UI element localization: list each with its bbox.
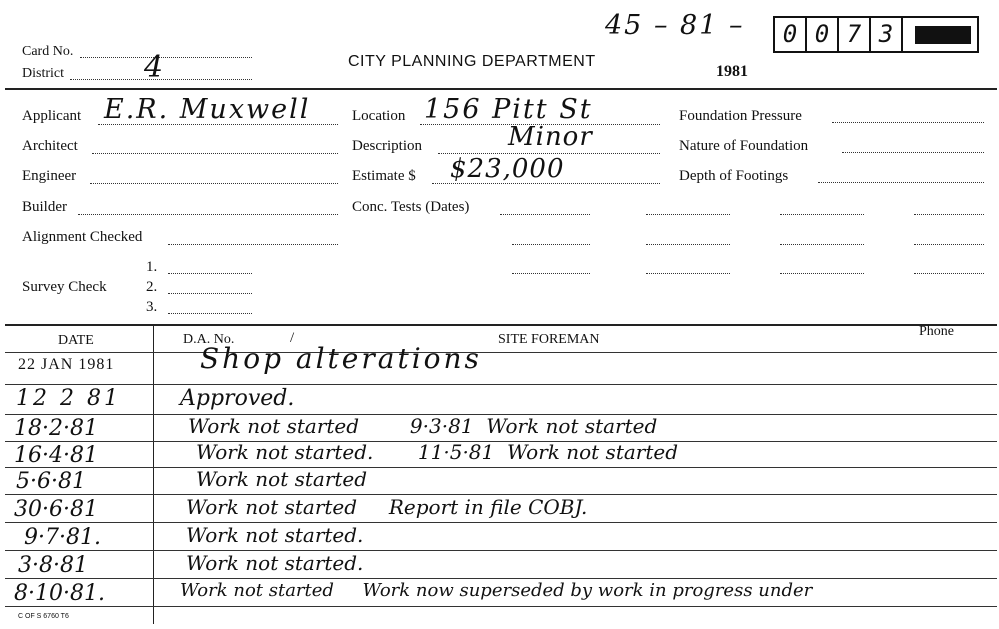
district-value: 4 [144,50,164,85]
log-date: 18·2·81 [14,416,98,441]
builder-label: Builder [22,199,67,215]
conc-line [780,273,864,274]
log-date: 8·10·81. [14,581,105,606]
survey-num: 1. [146,259,158,275]
architect-label: Architect [22,138,78,154]
nature-line [842,152,984,153]
engineer-line [90,183,338,184]
card-digit: 0 [773,16,805,53]
row-rule [5,467,997,468]
row-rule [5,578,997,579]
log-date: 30·6·81 [14,497,98,522]
row-rule [5,550,997,551]
conc-line [780,244,864,245]
architect-line [92,153,338,154]
date-column-divider [153,324,154,624]
survey-num: 2. [146,279,158,295]
log-note: Work not started Report in file COBJ. [186,495,588,519]
conc-line [780,214,864,215]
date-header: DATE [58,333,94,348]
foundation-pressure-line [832,122,984,123]
department-title: CITY PLANNING DEPARTMENT [348,53,596,70]
survey-num: 3. [146,299,158,315]
conc-line [646,244,730,245]
card-no-line [80,57,252,58]
applicant-label: Applicant [22,108,82,124]
card-digit: 7 [837,16,869,53]
card-digit: 0 [805,16,837,53]
location-label: Location [352,108,406,124]
phone-header: Phone [919,324,954,339]
row-rule [5,352,997,353]
log-note: Approved. [180,386,295,411]
description-label: Description [352,138,422,154]
conc-line [646,214,730,215]
conc-line [914,214,984,215]
year: 1981 [716,63,748,80]
log-note: Work not started. [186,523,364,547]
conc-line [914,273,984,274]
location-value: 156 Pitt St [424,94,593,125]
log-note: Work not started. 11·5·81 Work not started [196,440,679,464]
estimate-label: Estimate $ [352,168,416,184]
row-rule [5,384,997,385]
survey-line-2 [168,293,252,294]
nature-label: Nature of Foundation [679,138,809,154]
foreman-header: SITE FOREMAN [498,332,600,347]
log-date: 22 JAN 1981 [18,356,115,373]
conc-line [512,244,590,245]
conc-line [646,273,730,274]
log-date: 9·7·81. [24,525,101,550]
log-note: Work not started 9·3·81 Work not started [188,414,658,438]
log-note: Work not started [196,467,368,491]
conc-line [500,214,590,215]
estimate-value: $23,000 [450,154,565,184]
conc-line [914,244,984,245]
survey-label: Survey Check [22,279,107,295]
log-date: 3·8·81 [18,553,88,578]
conc-tests-label: Conc. Tests (Dates) [352,199,470,215]
survey-line-1 [168,273,252,274]
header-rule [5,88,997,90]
log-date: 5·6·81 [16,469,86,494]
district-label: District [22,66,64,81]
engineer-label: Engineer [22,168,77,184]
card-no-label: Card No. [22,44,74,59]
survey-line-3 [168,313,252,314]
form-code: C OF S 6760 T6 [18,613,69,620]
da-header: D.A. No. [183,332,235,347]
log-date: 12 2 81 [16,386,121,411]
description-value: Minor [508,122,593,152]
alignment-line [168,244,338,245]
conc-line [512,273,590,274]
redacted-box [901,16,979,53]
log-note: Work not started Work now superseded by work in progress under [180,580,813,601]
depth-label: Depth of Footings [679,168,789,184]
da-value: / [290,330,295,346]
alignment-label: Alignment Checked [22,229,143,245]
depth-line [818,182,984,183]
card-digit: 3 [869,16,901,53]
foundation-pressure-label: Foundation Pressure [679,108,802,124]
row-rule [5,606,997,607]
row-rule [5,522,997,523]
log-note: Work not started. [186,551,364,575]
log-date: 16·4·81 [14,443,98,468]
file-prefix: 45 – 81 – [605,10,745,41]
applicant-value: E.R. Muxwell [104,94,311,125]
builder-line [78,214,338,215]
redaction-block [915,26,971,44]
log-note: Shop alterations [200,342,482,375]
